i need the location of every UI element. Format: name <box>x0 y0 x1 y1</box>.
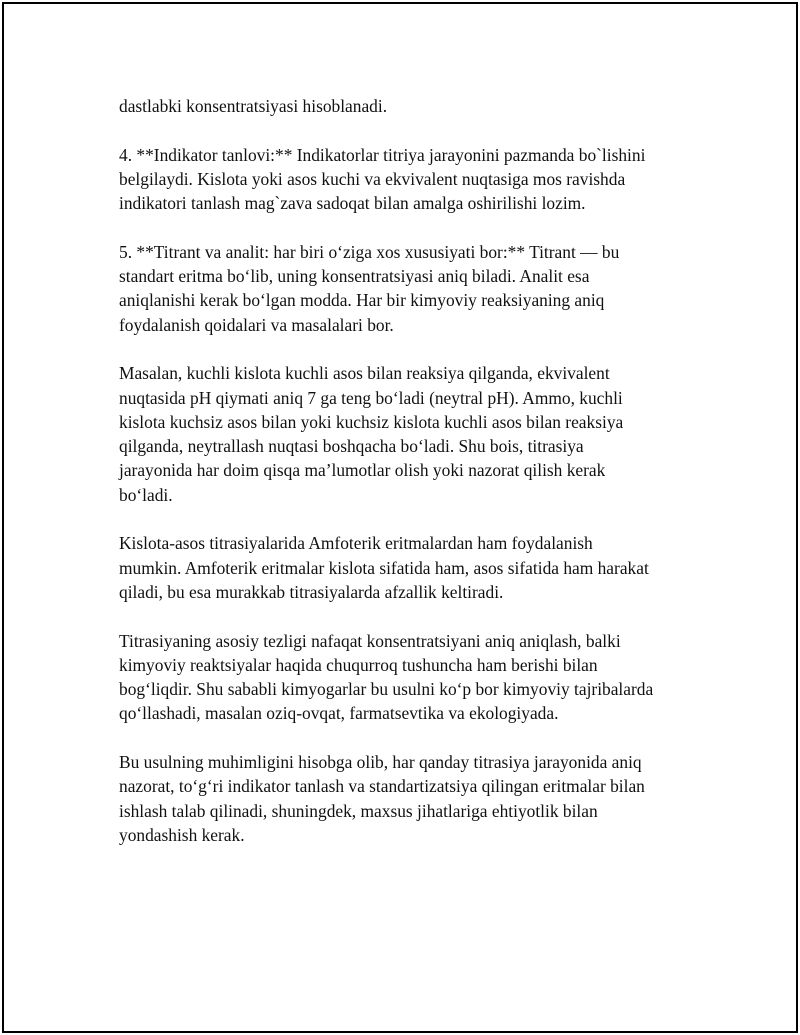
paragraph-conclusion <box>119 750 699 847</box>
document-body <box>119 94 699 872</box>
paragraph-strong-acid-base-example <box>119 361 699 507</box>
paragraph-titration-importance <box>119 629 699 726</box>
text-line: bog‘liqdir. Shu sababli kimyogarlar bu usulni ko‘p bor kimyoviy tajribalarda <box>119 679 654 700</box>
text-line: qiladi, bu esa murakkab titrasiyalarda afzallik keltiradi. <box>119 581 504 602</box>
text-line: qo‘llashadi, masalan oziq-ovqat, farmatsevtika va ekologiyada. <box>119 703 559 724</box>
text-line: dastlabki konsentratsiyasi hisoblanadi. <box>119 96 388 116</box>
text-line: qilganda, neytrallash nuqtasi boshqacha bo‘ladi. Shu bois, titrasiya <box>119 436 584 457</box>
text-line: jarayonida har doim qisqa ma’lumotlar olish yoki nazorat qilish kerak <box>119 460 606 481</box>
text-line: nazorat, to‘g‘ri indikator tanlash va standartizatsiya qilingan eritmalar bilan <box>119 776 645 797</box>
text-line: kislota kuchsiz asos bilan yoki kuchsiz kislota kuchli asos bilan reaksiya <box>119 411 624 432</box>
text-line: aniqlanishi kerak bo‘lgan modda. Har bir kimyoviy reaksiyaning aniq <box>119 290 605 311</box>
text-line: 5. **Titrant va analit: har biri o‘ziga xos xususiyati bor:** Titrant — bu <box>119 241 620 262</box>
text-line: Titrasiyaning asosiy tezligi nafaqat konsentratsiyani aniq aniqlash, balki <box>119 630 621 651</box>
text-line: mumkin. Amfoterik eritmalar kislota sifatida ham, asos sifatida ham harakat <box>119 557 649 578</box>
text-line: Bu usulning muhimligini hisobga olib, har qanday titrasiya jarayonida aniq <box>119 752 642 773</box>
text-line: standart eritma bo‘lib, uning konsentratsiyasi aniq biladi. Analit esa <box>119 266 590 287</box>
paragraph-titrant-analyte <box>119 240 699 337</box>
text-line: Masalan, kuchli kislota kuchli asos bilan reaksiya qilganda, ekvivalent <box>119 363 610 384</box>
page-border <box>2 2 798 1033</box>
text-line: belgilaydi. Kislota yoki asos kuchi va ekvivalent nuqtasiga mos ravishda <box>119 168 626 189</box>
text-line: nuqtasida pH qiymati aniq 7 ga teng bo‘ladi (neytral pH). Ammo, kuchli <box>119 387 623 408</box>
text-line: kimyoviy reaktsiyalar haqida chuqurroq tushuncha ham berishi bilan <box>119 654 598 675</box>
text-line: yondashish kerak. <box>119 824 245 845</box>
paragraph-amphoteric-solutions <box>119 531 699 604</box>
text-line: foydalanish qoidalari va masalalari bor. <box>119 314 394 335</box>
text-line: ishlash talab qilinadi, shuningdek, maxsus jihatlariga ehtiyotlik bilan <box>119 800 598 821</box>
text-line: 4. **Indikator tanlovi:** Indikatorlar titriya jarayonini pazmanda bo`lishini <box>119 144 646 165</box>
paragraph-indicator-choice <box>119 143 699 216</box>
text-line: Kislota-asos titrasiyalarida Amfoterik eritmalardan ham foydalanish <box>119 533 593 554</box>
paragraph-continuation <box>119 94 699 118</box>
text-line: indikatori tanlash mag`zava sadoqat bilan amalga oshirilishi lozim. <box>119 193 586 214</box>
text-line: bo‘ladi. <box>119 484 173 505</box>
